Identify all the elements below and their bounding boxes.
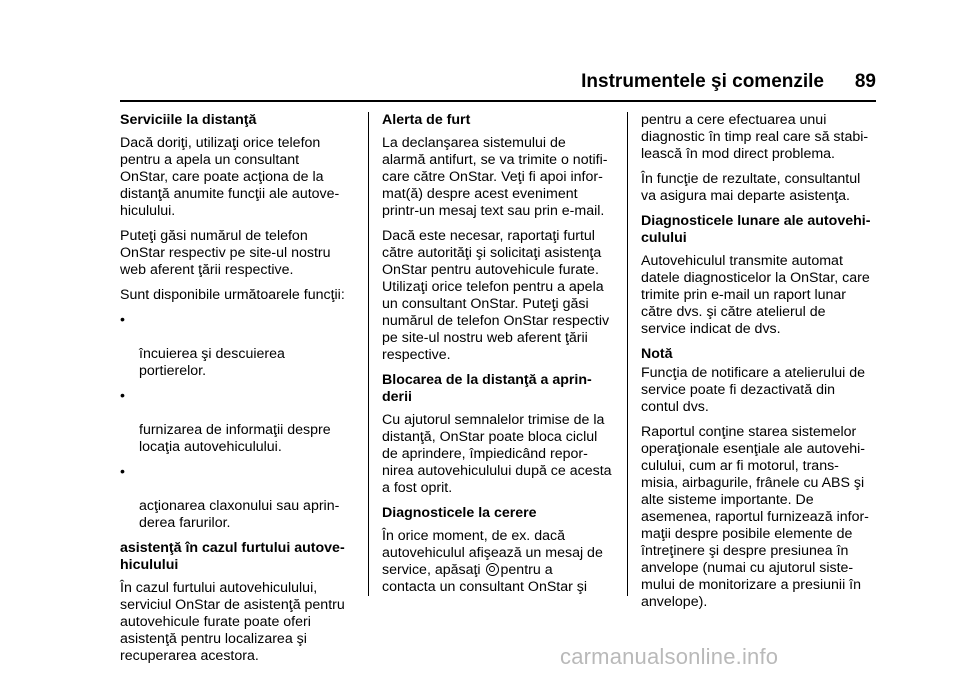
list-item (120, 464, 360, 532)
heading-remote-services: Serviciile la distanţă (120, 112, 257, 128)
paragraph: Dacă doriţi, utilizaţi orice telefon pentru a apela un consultant OnStar, care poate acţiona de la distanţă anumite funcţii ale autove- hiculului. (120, 135, 340, 219)
paragraph: Puteţi găsi numărul de telefon OnStar respectiv pe site-ul nostru web aferent ţării respective. (120, 228, 331, 278)
heading-theft-alert: Alerta de furt (382, 112, 471, 128)
paragraph (382, 528, 620, 596)
column-2 (382, 112, 620, 604)
paragraph: Autovehiculul transmite automat datele diagnosticelor la OnStar, care trimite prin e-mail un raport lunar către dvs. şi către atelierul de service indicat de dvs. (641, 253, 870, 337)
column-divider-2 (627, 112, 628, 596)
paragraph-text: pentru a contacta un consultant OnStar şi (382, 562, 588, 595)
bullet-marker: • (120, 312, 125, 328)
heading-remote-ignition-block: Blocarea de la distanţă a aprin- derii (382, 372, 592, 405)
paragraph: La declanşarea sistemului de alarmă antifurt, se va trimite o notifi- care către OnStar. Veţi fi apoi infor- mat(ă) despre acest eveniment printr-un mesaj text sau prin e-mail. (382, 135, 608, 219)
paragraph: Dacă este necesar, raportaţi furtul către autorităţi şi solicitaţi asistenţa OnStar pentru autovehicule furate. Utilizaţi orice telefon pentru a apela un consultant OnStar. Puteţi găsi numărul de telefon OnStar respectiv pe site-ul nostru web aferent ţării respective. (382, 228, 610, 363)
paragraph: Sunt disponibile următoarele funcţii: (120, 287, 345, 303)
list-item-text: furnizarea de informaţii despre locaţia autovehiculului. (139, 422, 331, 455)
page-number: 89 (854, 71, 876, 92)
heading-monthly-diagnostics: Diagnosticele lunare ale autovehi- culului (641, 213, 871, 246)
watermark: carmanualsonline.info (560, 644, 779, 669)
note-text: Funcţia de notificare a atelierului de service poate fi dezactivată din contul dvs. (641, 365, 865, 415)
column-3 (641, 112, 877, 619)
page-header (120, 68, 876, 96)
heading-theft-assistance: asistenţă în cazul furtului autove- hiculului (120, 540, 345, 573)
heading-on-demand-diagnostics: Diagnosticele la cerere (382, 505, 537, 521)
note-label: Notă (641, 346, 673, 362)
column-1 (120, 112, 360, 673)
paragraph: pentru a cere efectuarea unui diagnostic în timp real care să stabi- lească în mod direct problema. (641, 112, 869, 162)
bullet-marker: • (120, 464, 125, 480)
paragraph: Cu ajutorul semnalelor trimise de la distanţă, OnStar poate bloca ciclul de aprindere, împiedicând repor- nirea autovehiculului după ce acesta a fost oprit. (382, 412, 612, 496)
list-item (120, 312, 360, 380)
paragraph: Raportul conţine starea sistemelor operaţionale esenţiale ale autovehi- culului, cum ar fi motorul, trans- misia, airbagurile, frânele cu ABS şi alte sisteme importante. De asemenea, raportul furnizează infor- maţii despre posibile elemente de întreţinere şi despre presiunea în anvelope (numai cu ajutorul siste- mului de monitorizare a presiunii în anvelope). (641, 424, 869, 610)
paragraph: În funcţie de rezultate, consultantul va asigura mai departe asistenţa. (641, 171, 861, 204)
list-item-text: acţionarea claxonului sau aprin- derea farurilor. (139, 498, 340, 531)
bullet-marker: • (120, 388, 125, 404)
onstar-icon (486, 563, 499, 576)
list-item-text: încuierea şi descuierea portierelor. (139, 346, 285, 379)
paragraph-text: În orice moment, de ex. dacă autovehiculul afişează un mesaj de service, apăsaţi (382, 528, 603, 578)
list-item (120, 388, 360, 456)
section-title: Instrumentele şi comenzile (581, 71, 824, 92)
header-rule (120, 100, 876, 102)
column-divider-1 (368, 112, 369, 596)
paragraph: În cazul furtului autovehiculului, serviciul OnStar de asistenţă pentru autovehicule furate poate oferi asistenţă pentru localizarea şi recuperarea acestora. (120, 580, 345, 664)
